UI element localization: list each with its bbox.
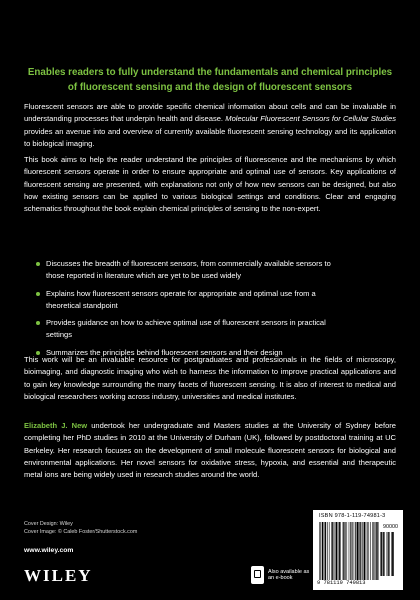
barcode-bar bbox=[344, 522, 345, 580]
ebook-badge-text: Also available as an e-book bbox=[268, 568, 310, 581]
barcode-bar bbox=[340, 522, 341, 580]
barcode-bar bbox=[388, 532, 389, 576]
barcode-bar bbox=[389, 532, 390, 576]
price-code: 90000 bbox=[383, 524, 398, 530]
ebook-badge bbox=[251, 566, 312, 584]
barcode-bar bbox=[329, 522, 330, 580]
barcode-bar bbox=[377, 522, 378, 580]
feature-item bbox=[36, 258, 336, 283]
barcode-panel bbox=[313, 510, 403, 590]
barcode-bar bbox=[381, 532, 382, 576]
barcode-bar bbox=[327, 522, 328, 580]
feature-text: Summarizes the principles behind fluorescent sensors and their design bbox=[46, 347, 283, 357]
barcode-bar bbox=[380, 532, 381, 576]
barcode-bar bbox=[362, 522, 363, 580]
isbn-label: ISBN 978-1-119-74981-3 bbox=[319, 513, 386, 519]
barcode-bar bbox=[375, 522, 376, 580]
cover-image-credit: Cover Image: © Caleb Foster/Shutterstock.com bbox=[24, 529, 138, 535]
audience-paragraph: This work will be an invaluable resource for postgraduates and professionals in the fields of microscopy, bioimaging, and diagnostic imaging who wish to harness the information to improve practical applications and to gain key knowledge surrounding the many facets of fluorescent sensing. It is also of interest to medical and biological researchers working across industry, universities and medical institutes. bbox=[24, 355, 396, 401]
barcode-bar bbox=[324, 522, 325, 580]
barcode-bar bbox=[387, 532, 388, 576]
barcode-bar bbox=[357, 522, 359, 580]
barcode-bar bbox=[383, 532, 384, 576]
barcode-bar bbox=[350, 522, 351, 580]
barcode-bar bbox=[343, 522, 344, 580]
barcode-bar bbox=[347, 522, 348, 580]
feature-text: Explains how fluorescent sensors operate for appropriate and optimal use from a theoretical standpoint bbox=[46, 288, 316, 310]
barcode-bar bbox=[370, 522, 371, 580]
barcode-bar bbox=[320, 522, 321, 580]
feature-list bbox=[36, 258, 336, 364]
addon-barcode bbox=[380, 532, 398, 576]
barcode-bar bbox=[355, 522, 356, 580]
barcode-bar bbox=[322, 522, 324, 580]
barcode-bar bbox=[392, 532, 394, 576]
barcode-bar bbox=[369, 522, 370, 580]
barcode-bar bbox=[352, 522, 353, 580]
ean-barcode bbox=[319, 522, 379, 580]
barcode-bar bbox=[339, 522, 340, 580]
intro-text: Fluorescent sensors are able to provide specific chemical information about cells and can be invaluable in understanding processes that underpin health and disease. bbox=[24, 102, 396, 124]
cover-credits bbox=[24, 520, 137, 536]
barcode-bar bbox=[359, 522, 360, 580]
barcode-bar bbox=[376, 522, 377, 580]
barcode-bar bbox=[336, 522, 338, 580]
feature-text: Discusses the breadth of fluorescent sensors, from commercially available sensors to those reported in literature which are yet to be used widely bbox=[46, 259, 331, 281]
barcode-bar bbox=[384, 532, 385, 576]
ebook-icon bbox=[251, 566, 264, 584]
intro-paragraph bbox=[24, 101, 396, 150]
barcode-bar bbox=[367, 522, 368, 580]
wiley-logo: WILEY bbox=[24, 566, 93, 585]
barcode-bar bbox=[391, 532, 392, 576]
feature-item bbox=[36, 288, 336, 313]
intro-text-continued: provides an avenue into and overview of currently available fluorescent sensing technology and its application to biological imaging. bbox=[24, 126, 396, 148]
barcode-bar bbox=[325, 522, 326, 580]
barcode-number: 9 781119 749813 bbox=[317, 580, 366, 586]
headline: Enables readers to fully understand the fundamentals and chemical principles of fluorescent sensing and the design of fluorescent sensors bbox=[27, 67, 393, 93]
book-title: Molecular Fluorescent Sensors for Cellular Studies bbox=[225, 114, 396, 124]
feature-text: Provides guidance on how to achieve optimal use of fluorescent sensors in practical settings bbox=[46, 318, 326, 340]
publisher-website: www.wiley.com bbox=[24, 547, 74, 554]
aims-paragraph: This book aims to help the reader understand the principles of fluorescence and the mechanisms by which fluorescent sensors operate in order to ensure appropriate and optimal use of sensors. Key applications of fluorescent sensing are presented, with explanations not only of how new sensors can be designed, but also how existing sensors can be applied to various biological settings and conditions. Clear and engaging schematics throughout the book explain chemical principles of sensing to the non-expert. bbox=[24, 155, 396, 214]
barcode-bar bbox=[360, 522, 361, 580]
barcode-bar bbox=[345, 522, 346, 580]
barcode-bar bbox=[331, 522, 332, 580]
author-bio-text: undertook her undergraduate and Masters studies at the University of Sydney before completing her PhD studies in 2010 at the University of Durham (UK), followed by postdoctoral training at UC Berkeley. Her research focuses on the development of small molecule fluorescent sensors for biological and environmental applications. Her novel sensors for oxidative stress, hypoxia, and essential and therapeutic metal ions are being widely used in research studies around the world. bbox=[24, 421, 396, 480]
barcode-bar bbox=[319, 522, 320, 580]
barcode-bar bbox=[349, 522, 350, 580]
bullet-icon bbox=[36, 321, 40, 325]
barcode-bar bbox=[354, 522, 355, 580]
author-name: Elizabeth J. New bbox=[24, 421, 88, 430]
bullet-icon bbox=[36, 292, 40, 296]
author-bio bbox=[24, 420, 396, 481]
barcode-bar bbox=[332, 522, 333, 580]
barcode-bar bbox=[338, 522, 339, 580]
cover-design-credit: Cover Design: Wiley bbox=[24, 521, 73, 527]
barcode-bar bbox=[364, 522, 366, 580]
barcode-bar bbox=[372, 522, 373, 580]
barcode-bar bbox=[373, 522, 374, 580]
feature-item bbox=[36, 317, 336, 342]
bullet-icon bbox=[36, 262, 40, 266]
barcode-bar bbox=[366, 522, 367, 580]
barcode-bar bbox=[334, 522, 335, 580]
